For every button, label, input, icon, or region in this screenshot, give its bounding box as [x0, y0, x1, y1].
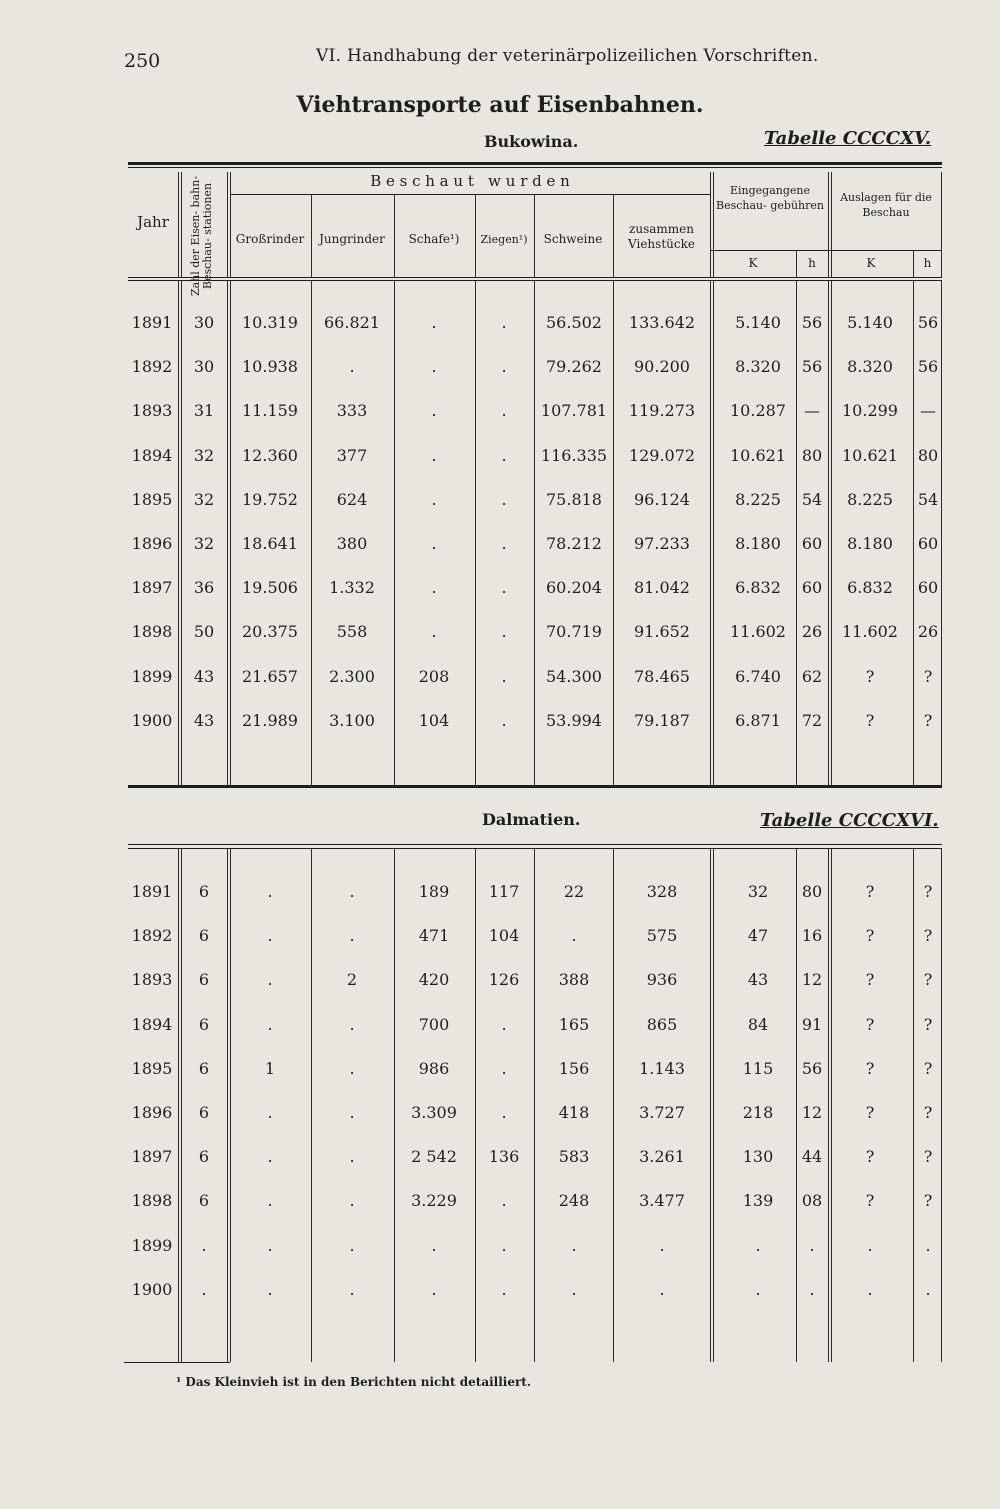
header-rule	[128, 277, 942, 278]
col-header-gebuehren: Eingegangene Beschau- gebühren	[716, 184, 824, 212]
cell-grossrinder: 10.319	[242, 313, 298, 332]
cell-schafe: .	[431, 622, 437, 642]
cell-jungrinder: .	[349, 1235, 355, 1255]
cell-auslagen-k: ?	[865, 666, 875, 686]
cell-stations: 6	[198, 1191, 210, 1211]
header-col-line	[941, 172, 942, 277]
cell-jungrinder: .	[349, 1103, 355, 1122]
cell-ziegen: .	[501, 1279, 507, 1299]
cell-grossrinder: .	[267, 926, 273, 946]
header-col-line	[613, 195, 614, 277]
cell-jungrinder: .	[349, 882, 355, 901]
cell-auslagen-h: .	[925, 1279, 931, 1299]
cell-auslagen-k: 11.602	[842, 622, 898, 642]
cell-auslagen-k: ?	[865, 1014, 875, 1034]
cell-jungrinder: .	[349, 1279, 355, 1299]
cell-grossrinder: 20.375	[242, 622, 298, 642]
cell-ziegen: 117	[488, 882, 520, 901]
cell-grossrinder: 21.657	[242, 666, 298, 686]
cell-grossrinder: 21.989	[242, 710, 298, 730]
cell-gebuehren-k: 218	[742, 1103, 774, 1122]
cell-jungrinder: 66.821	[324, 313, 380, 332]
cell-jungrinder: 3.100	[329, 710, 375, 730]
cell-auslagen-h: 80	[917, 445, 939, 465]
cell-auslagen-h: ?	[923, 1191, 933, 1211]
header-col-line	[831, 172, 832, 277]
cell-schweine: 54.300	[546, 666, 602, 686]
cell-schafe: 986	[418, 1058, 450, 1078]
cell-ziegen: .	[501, 622, 507, 642]
cell-zusammen: 97.233	[634, 534, 690, 553]
group-rule	[230, 194, 710, 195]
cell-gebuehren-h: 08	[801, 1191, 823, 1211]
cell-jungrinder: .	[349, 1014, 355, 1034]
cell-auslagen-h: ?	[923, 1058, 933, 1078]
cell-jahr: 1891	[131, 882, 173, 901]
cell-jahr: 1892	[131, 926, 173, 946]
cell-stations: 32	[193, 489, 215, 509]
col-header-schweine: Schweine	[543, 232, 603, 246]
cell-gebuehren-h: 56	[801, 357, 823, 377]
col-header-stations: Zahl der Eisen- bahn-Beschau- stationen	[189, 175, 214, 297]
cell-stations: 31	[193, 401, 215, 421]
cell-schafe: .	[431, 1279, 437, 1299]
cell-auslagen-h: ?	[923, 1014, 933, 1034]
header-col-line	[178, 172, 179, 277]
footnote: ¹ Das Kleinvieh ist in den Berichten nicht detailliert.	[176, 1375, 532, 1389]
header-col-line	[713, 172, 714, 277]
cell-zusammen: 575	[646, 926, 678, 946]
body-col-line	[710, 849, 711, 1362]
cell-jungrinder: 2	[346, 970, 358, 990]
cell-ziegen: .	[501, 401, 507, 421]
kh-rule	[710, 250, 942, 251]
cell-jungrinder: 558	[336, 622, 368, 642]
cell-gebuehren-k: 47	[747, 926, 769, 946]
cell-jahr: 1899	[131, 666, 173, 686]
dalm-rule	[128, 844, 942, 845]
page-number: 250	[124, 50, 161, 72]
body-col-line	[710, 281, 711, 785]
cell-jahr: 1895	[131, 489, 173, 509]
cell-schweine: 388	[558, 970, 590, 990]
cell-schweine: 107.781	[540, 401, 608, 421]
col-header-ziegen: Ziegen¹)	[480, 233, 528, 246]
cell-schafe: .	[431, 489, 437, 509]
cell-jungrinder: .	[349, 1191, 355, 1211]
cell-jahr: 1898	[131, 622, 173, 642]
cell-gebuehren-k: 115	[742, 1058, 774, 1078]
cell-auslagen-k: ?	[865, 882, 875, 901]
body-col-line	[613, 281, 614, 785]
cell-auslagen-h: 26	[917, 622, 939, 642]
cell-schweine: .	[571, 926, 577, 946]
cell-stations: 6	[198, 970, 210, 990]
cell-jungrinder: .	[349, 1058, 355, 1078]
header-col-line	[475, 195, 476, 277]
cell-schweine: 156	[558, 1058, 590, 1078]
header-rule-2	[128, 280, 942, 281]
col-header-jungrinder: Jungrinder	[319, 232, 385, 246]
cell-schafe: 700	[418, 1014, 450, 1034]
header-col-line	[796, 250, 797, 277]
cell-gebuehren-k: 8.225	[735, 489, 781, 509]
cell-gebuehren-h: 56	[801, 313, 823, 332]
cell-zusammen: .	[659, 1235, 665, 1255]
col-header-auslagen: Auslagen für die Beschau	[840, 191, 932, 219]
cell-jungrinder: 2.300	[329, 666, 375, 686]
cell-auslagen-k: ?	[865, 1147, 875, 1167]
cell-zusammen: 81.042	[634, 578, 690, 598]
header-col-line	[311, 195, 312, 277]
header-col-line	[828, 172, 829, 277]
cell-schafe: .	[431, 534, 437, 553]
cell-auslagen-k: ?	[865, 926, 875, 946]
cell-zusammen: 3.261	[639, 1147, 685, 1167]
body-col-line	[311, 281, 312, 785]
cell-stations: .	[201, 1279, 207, 1299]
cell-gebuehren-k: 10.287	[730, 401, 786, 421]
cell-grossrinder: 11.159	[242, 401, 298, 421]
cell-gebuehren-k: 8.180	[735, 534, 781, 553]
body-col-line	[394, 849, 395, 1362]
cell-stations: 6	[198, 882, 210, 901]
cell-stations: .	[201, 1235, 207, 1255]
cell-auslagen-k: ?	[865, 1103, 875, 1122]
page-title: Viehtransporte auf Eisenbahnen.	[296, 92, 704, 118]
cell-jahr: 1891	[131, 313, 173, 332]
cell-gebuehren-h: .	[809, 1235, 815, 1255]
cell-schafe: .	[431, 1235, 437, 1255]
dalm-rule-2	[128, 848, 942, 849]
cell-ziegen: .	[501, 313, 507, 332]
cell-stations: 43	[193, 710, 215, 730]
cell-schweine: 79.262	[546, 357, 602, 377]
cell-schweine: 78.212	[546, 534, 602, 553]
cell-auslagen-k: .	[867, 1235, 873, 1255]
running-head: VI. Handhabung der veterinärpolizeilichen Vorschriften.	[316, 46, 819, 66]
cell-zusammen: .	[659, 1279, 665, 1299]
cell-ziegen: .	[501, 1058, 507, 1078]
cell-auslagen-k: ?	[865, 710, 875, 730]
cell-grossrinder: .	[267, 970, 273, 990]
cell-schafe: .	[431, 401, 437, 421]
cell-ziegen: .	[501, 1235, 507, 1255]
cell-auslagen-h: ?	[923, 926, 933, 946]
cell-gebuehren-k: 5.140	[735, 313, 781, 332]
cell-gebuehren-h: 54	[801, 489, 823, 509]
header-col-line	[181, 172, 182, 277]
cell-auslagen-h: 54	[917, 489, 939, 509]
cell-ziegen: .	[501, 357, 507, 377]
cell-jahr: 1892	[131, 357, 173, 377]
cell-zusammen: 96.124	[634, 489, 690, 509]
cell-auslagen-h: ?	[923, 710, 933, 730]
cell-schafe: 471	[418, 926, 450, 946]
cell-schweine: 70.719	[546, 622, 602, 642]
cell-grossrinder: .	[267, 1191, 273, 1211]
col-header-zusammen: zusammen Viehstücke	[628, 222, 695, 251]
cell-grossrinder: .	[267, 882, 273, 901]
cell-zusammen: 91.652	[634, 622, 690, 642]
cell-schweine: 116.335	[540, 445, 608, 465]
cell-jahr: 1894	[131, 445, 173, 465]
cell-auslagen-h: 56	[917, 313, 939, 332]
cell-gebuehren-k: 11.602	[730, 622, 786, 642]
cell-schweine: 56.502	[546, 313, 602, 332]
col-header-jahr: Jahr	[137, 213, 169, 231]
cell-auslagen-h: —	[920, 401, 936, 421]
cell-gebuehren-h: .	[809, 1279, 815, 1299]
cell-auslagen-k: 5.140	[847, 313, 893, 332]
cell-zusammen: 78.465	[634, 666, 690, 686]
cell-gebuehren-k: 6.871	[735, 710, 781, 730]
cell-gebuehren-h: 62	[801, 666, 823, 686]
header-col-line	[710, 172, 711, 277]
cell-gebuehren-h: 72	[801, 710, 823, 730]
cell-gebuehren-k: 130	[742, 1147, 774, 1167]
header-col-line	[394, 195, 395, 277]
cell-gebuehren-h: 16	[801, 926, 823, 946]
section-label-dalmatien: Dalmatien.	[482, 810, 581, 829]
cell-ziegen: .	[501, 1103, 507, 1122]
cell-gebuehren-k: 43	[747, 970, 769, 990]
cell-stations: 6	[198, 1147, 210, 1167]
cell-schafe: 189	[418, 882, 450, 901]
cell-jahr: 1897	[131, 1147, 173, 1167]
cell-ziegen: .	[501, 1191, 507, 1211]
cell-gebuehren-h: 60	[801, 578, 823, 598]
cell-stations: 6	[198, 1058, 210, 1078]
cell-schafe: .	[431, 445, 437, 465]
cell-grossrinder: 19.506	[242, 578, 298, 598]
cell-grossrinder: .	[267, 1235, 273, 1255]
header-col-line	[227, 172, 228, 277]
top-rule	[128, 162, 942, 165]
cell-auslagen-k: .	[867, 1279, 873, 1299]
cell-gebuehren-h: 26	[801, 622, 823, 642]
cell-gebuehren-h: 12	[801, 1103, 823, 1122]
cell-schafe: 104	[418, 710, 450, 730]
cell-zusammen: 133.642	[628, 313, 696, 332]
body-col-line	[713, 849, 714, 1362]
cell-zusammen: 79.187	[634, 710, 690, 730]
cell-stations: 50	[193, 622, 215, 642]
cell-jahr: 1896	[131, 1103, 173, 1122]
cell-auslagen-k: 10.299	[842, 401, 898, 421]
cell-schafe: 420	[418, 970, 450, 990]
cell-gebuehren-h: 91	[801, 1014, 823, 1034]
cell-grossrinder: .	[267, 1147, 273, 1167]
cell-schafe: 2 542	[411, 1147, 457, 1167]
cell-ziegen: 126	[488, 970, 520, 990]
body-col-line	[394, 281, 395, 785]
top-rule-thin	[128, 167, 942, 168]
cell-auslagen-k: 8.320	[847, 357, 893, 377]
cell-gebuehren-h: —	[804, 401, 820, 421]
cell-stations: 43	[193, 666, 215, 686]
cell-stations: 36	[193, 578, 215, 598]
cell-schweine: .	[571, 1235, 577, 1255]
cell-ziegen: 136	[488, 1147, 520, 1167]
table-label-dalmatien: Tabelle CCCCXVI.	[760, 810, 939, 831]
cell-jahr: 1900	[131, 1279, 173, 1299]
cell-zusammen: 865	[646, 1014, 678, 1034]
cell-gebuehren-k: .	[755, 1235, 761, 1255]
cell-jungrinder: .	[349, 1147, 355, 1167]
cell-auslagen-h: 60	[917, 534, 939, 553]
cell-gebuehren-k: 10.621	[730, 445, 786, 465]
cell-gebuehren-k: 139	[742, 1191, 774, 1211]
body-col-line	[613, 849, 614, 1362]
cell-gebuehren-k: 8.320	[735, 357, 781, 377]
col-header-grossrinder: Großrinder	[235, 232, 305, 246]
cell-zusammen: 90.200	[634, 357, 690, 377]
cell-schweine: 75.818	[546, 489, 602, 509]
cell-grossrinder: 12.360	[242, 445, 298, 465]
cell-zusammen: 119.273	[628, 401, 696, 421]
cell-schweine: 583	[558, 1147, 590, 1167]
cell-schafe: 208	[418, 666, 450, 686]
cell-auslagen-k: ?	[865, 1058, 875, 1078]
cell-ziegen: .	[501, 534, 507, 553]
cell-gebuehren-h: 80	[801, 882, 823, 901]
cell-stations: 30	[193, 313, 215, 332]
cell-jahr: 1895	[131, 1058, 173, 1078]
cell-jungrinder: 380	[336, 534, 368, 553]
cell-schweine: 248	[558, 1191, 590, 1211]
cell-ziegen: .	[501, 710, 507, 730]
cell-jungrinder: 624	[336, 489, 368, 509]
cell-schafe: 3.309	[411, 1103, 457, 1122]
cell-jahr: 1894	[131, 1014, 173, 1034]
cell-grossrinder: 10.938	[242, 357, 298, 377]
col-header-k-2: K	[866, 256, 876, 270]
cell-ziegen: .	[501, 578, 507, 598]
cell-gebuehren-k: 32	[747, 882, 769, 901]
cell-gebuehren-h: 12	[801, 970, 823, 990]
header-col-line	[230, 172, 231, 277]
cell-schweine: 22	[563, 882, 585, 901]
cell-schweine: 418	[558, 1103, 590, 1122]
cell-jahr: 1898	[131, 1191, 173, 1211]
cell-schweine: 53.994	[546, 710, 602, 730]
cell-schweine: .	[571, 1279, 577, 1299]
cell-zusammen: 328	[646, 882, 678, 901]
cell-ziegen: 104	[488, 926, 520, 946]
cell-gebuehren-h: 44	[801, 1147, 823, 1167]
cell-schafe: 3.229	[411, 1191, 457, 1211]
body-col-line	[713, 281, 714, 785]
table-label-bukowina: Tabelle CCCCXV.	[764, 128, 932, 149]
cell-gebuehren-k: .	[755, 1279, 761, 1299]
cell-jahr: 1897	[131, 578, 173, 598]
cell-stations: 32	[193, 445, 215, 465]
cell-grossrinder: .	[267, 1279, 273, 1299]
cell-schafe: .	[431, 578, 437, 598]
cell-stations: 6	[198, 926, 210, 946]
cell-grossrinder: .	[267, 1103, 273, 1122]
cell-ziegen: .	[501, 666, 507, 686]
cell-auslagen-h: 56	[917, 357, 939, 377]
cell-zusammen: 1.143	[639, 1058, 685, 1078]
cell-auslagen-k: 10.621	[842, 445, 898, 465]
cell-auslagen-h: ?	[923, 1103, 933, 1122]
cell-auslagen-h: ?	[923, 970, 933, 990]
cell-gebuehren-h: 56	[801, 1058, 823, 1078]
cell-auslagen-k: 6.832	[847, 578, 893, 598]
col-header-h-2: h	[923, 256, 932, 270]
footnote-rule	[124, 1362, 230, 1363]
header-col-line	[534, 195, 535, 277]
cell-gebuehren-h: 60	[801, 534, 823, 553]
cell-gebuehren-k: 6.832	[735, 578, 781, 598]
col-header-k-1: K	[748, 256, 758, 270]
cell-grossrinder: 1	[264, 1058, 276, 1078]
cell-jahr: 1893	[131, 401, 173, 421]
cell-stations: 6	[198, 1014, 210, 1034]
col-header-schafe: Schafe¹)	[408, 232, 460, 246]
col-header-group: B e s c h a u t w u r d e n	[370, 172, 570, 190]
cell-grossrinder: 18.641	[242, 534, 298, 553]
body-col-line	[311, 849, 312, 1362]
header-col-line	[913, 250, 914, 277]
cell-auslagen-h: ?	[923, 1147, 933, 1167]
cell-zusammen: 129.072	[628, 445, 696, 465]
cell-jungrinder: 333	[336, 401, 368, 421]
cell-auslagen-k: 8.225	[847, 489, 893, 509]
cell-schafe: .	[431, 313, 437, 332]
cell-auslagen-k: ?	[865, 1191, 875, 1211]
cell-ziegen: .	[501, 489, 507, 509]
cell-zusammen: 3.477	[639, 1191, 685, 1211]
cell-schweine: 165	[558, 1014, 590, 1034]
cell-grossrinder: 19.752	[242, 489, 298, 509]
cell-jahr: 1896	[131, 534, 173, 553]
mid-rule	[128, 785, 942, 788]
cell-auslagen-h: .	[925, 1235, 931, 1255]
cell-grossrinder: .	[267, 1014, 273, 1034]
cell-jungrinder: .	[349, 357, 355, 377]
cell-jungrinder: .	[349, 926, 355, 946]
cell-stations: 30	[193, 357, 215, 377]
cell-gebuehren-k: 84	[747, 1014, 769, 1034]
cell-ziegen: .	[501, 1014, 507, 1034]
cell-gebuehren-h: 80	[801, 445, 823, 465]
cell-jahr: 1893	[131, 970, 173, 990]
cell-auslagen-k: ?	[865, 970, 875, 990]
cell-auslagen-h: 60	[917, 578, 939, 598]
cell-stations: 32	[193, 534, 215, 553]
cell-ziegen: .	[501, 445, 507, 465]
cell-jahr: 1899	[131, 1235, 173, 1255]
cell-schafe: .	[431, 357, 437, 377]
section-label-bukowina: Bukowina.	[484, 132, 579, 151]
cell-jungrinder: 1.332	[329, 578, 375, 598]
cell-zusammen: 3.727	[639, 1103, 685, 1122]
cell-jahr: 1900	[131, 710, 173, 730]
cell-jungrinder: 377	[336, 445, 368, 465]
cell-auslagen-h: ?	[923, 882, 933, 901]
cell-zusammen: 936	[646, 970, 678, 990]
cell-schweine: 60.204	[546, 578, 602, 598]
cell-auslagen-h: ?	[923, 666, 933, 686]
cell-stations: 6	[198, 1103, 210, 1122]
cell-gebuehren-k: 6.740	[735, 666, 781, 686]
cell-auslagen-k: 8.180	[847, 534, 893, 553]
col-header-h-1: h	[808, 256, 816, 270]
